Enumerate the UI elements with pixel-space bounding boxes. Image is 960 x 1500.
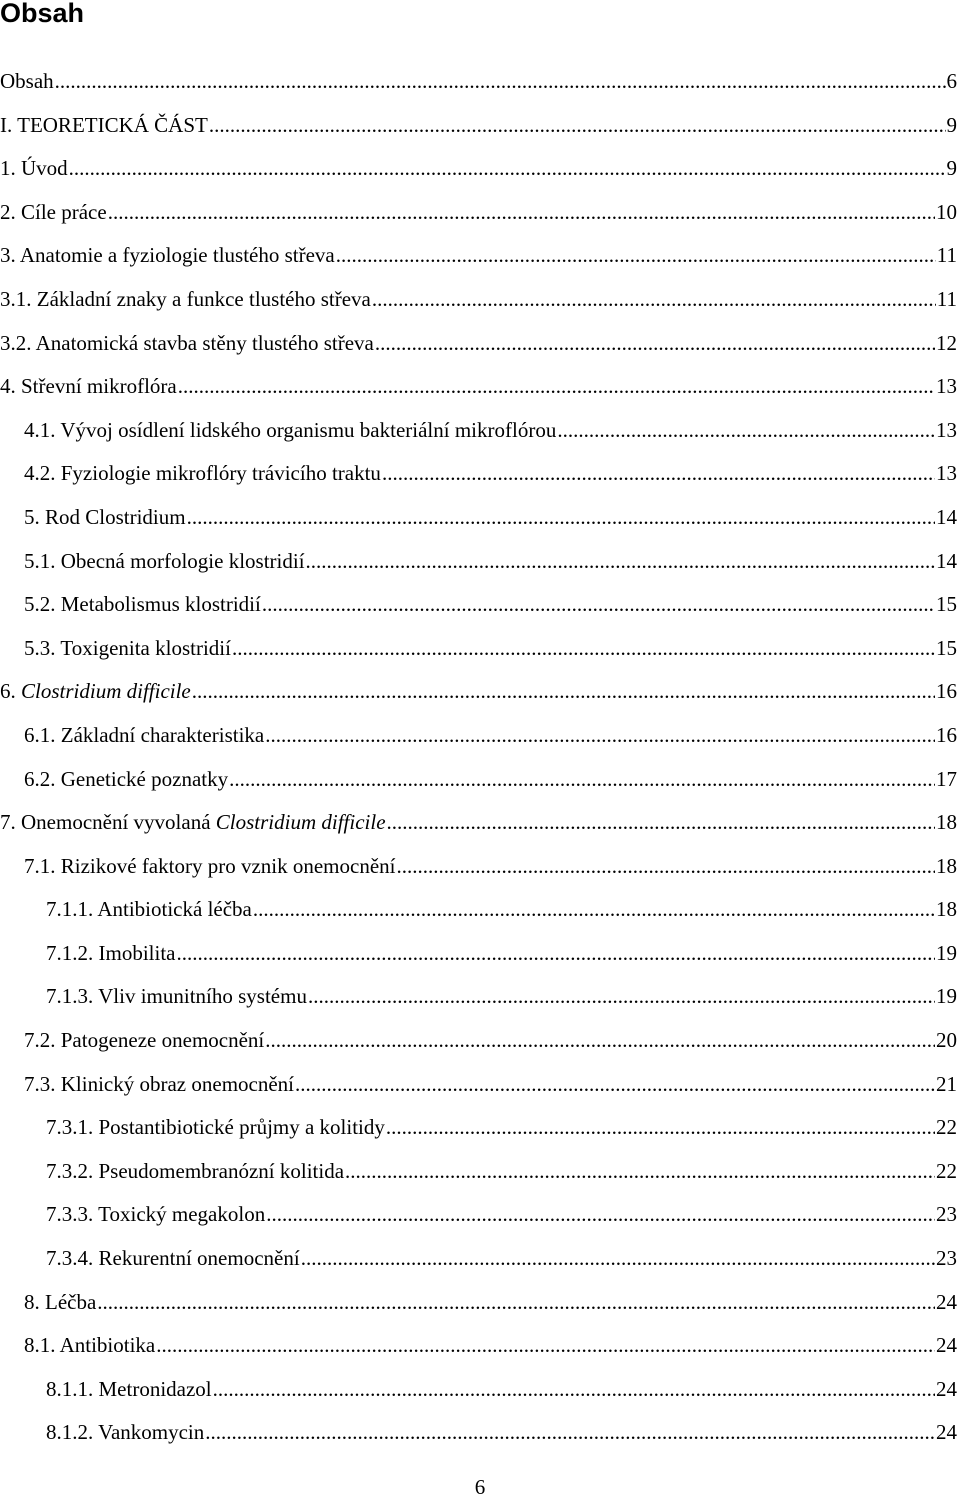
toc-entry-page: 16 bbox=[936, 722, 957, 747]
dot-leader bbox=[262, 582, 935, 626]
toc-entry-page: 16 bbox=[936, 679, 957, 704]
toc-entry[interactable] bbox=[0, 1105, 960, 1149]
dot-leader bbox=[336, 233, 936, 277]
toc-entry[interactable] bbox=[0, 59, 960, 103]
toc-entry-title: 8. Léčba bbox=[24, 1289, 97, 1314]
toc-entry-page: 12 bbox=[936, 330, 957, 355]
dot-leader bbox=[253, 887, 935, 931]
toc-entry-title: 7.3.1. Postantibiotické průjmy a kolitidy bbox=[46, 1115, 385, 1140]
toc-entry-page: 11 bbox=[936, 286, 957, 311]
page-title: Obsah bbox=[0, 0, 85, 28]
toc-entry-page: 15 bbox=[936, 635, 957, 660]
toc-entry-page: 13 bbox=[936, 461, 957, 486]
dot-leader bbox=[177, 931, 936, 975]
toc-entry-title: 3.1. Základní znaky a funkce tlustého střeva bbox=[0, 286, 371, 311]
toc-entry[interactable] bbox=[0, 233, 960, 277]
dot-leader bbox=[382, 451, 935, 495]
toc-entry-page: 15 bbox=[936, 592, 957, 617]
toc-entry-page: 10 bbox=[936, 199, 957, 224]
dot-leader bbox=[266, 1192, 935, 1236]
toc-entry-page: 13 bbox=[936, 374, 957, 399]
toc-entry-title: 7.3.2. Pseudomembranózní kolitida bbox=[46, 1158, 345, 1183]
toc-entry-title: 7.1.3. Vliv imunitního systému bbox=[46, 984, 307, 1009]
toc-entry-page: 23 bbox=[936, 1202, 957, 1227]
toc-entry-page: 24 bbox=[936, 1289, 957, 1314]
toc-entry[interactable] bbox=[0, 495, 960, 539]
toc-entry[interactable] bbox=[0, 451, 960, 495]
toc-entry-title-prefix: 6. bbox=[0, 679, 21, 704]
toc-entry[interactable] bbox=[0, 626, 960, 670]
toc-entry[interactable] bbox=[0, 713, 960, 757]
toc-entry[interactable] bbox=[0, 539, 960, 583]
toc-entry-title bbox=[0, 669, 191, 713]
toc-entry[interactable] bbox=[0, 1149, 960, 1193]
dot-leader bbox=[205, 1410, 935, 1454]
dot-leader bbox=[397, 844, 936, 888]
dot-leader bbox=[387, 800, 935, 844]
toc-entry[interactable] bbox=[0, 1280, 960, 1324]
toc-entry-page: 19 bbox=[936, 984, 957, 1009]
dot-leader bbox=[69, 146, 946, 190]
dot-leader bbox=[97, 1280, 935, 1324]
toc-entry-title: 3.2. Anatomická stavba stěny tlustého střeva bbox=[0, 330, 374, 355]
toc-entry[interactable] bbox=[0, 1410, 960, 1454]
toc-entry-page: 13 bbox=[936, 417, 957, 442]
toc-entry-title: 6.1. Základní charakteristika bbox=[24, 722, 265, 747]
toc-entry[interactable] bbox=[0, 800, 960, 844]
toc-entry-title: 7.3.3. Toxický megakolon bbox=[46, 1202, 266, 1227]
toc-entry-title: 7.3.4. Rekurentní onemocnění bbox=[46, 1246, 300, 1271]
dot-leader bbox=[108, 190, 935, 234]
toc-entry[interactable] bbox=[0, 669, 960, 713]
toc-entry-title: 5.1. Obecná morfologie klostridií bbox=[24, 548, 305, 573]
dot-leader bbox=[306, 539, 935, 583]
toc-entry-title-italic: Clostridium difficile bbox=[215, 810, 386, 835]
dot-leader bbox=[265, 713, 935, 757]
toc-entry[interactable] bbox=[0, 146, 960, 190]
toc-entry[interactable] bbox=[0, 844, 960, 888]
toc-entry[interactable] bbox=[0, 757, 960, 801]
toc-entry-title: 6.2. Genetické poznatky bbox=[24, 766, 229, 791]
toc-entry-page: 24 bbox=[936, 1376, 957, 1401]
toc-entry-title: 7.1.2. Imobilita bbox=[46, 940, 176, 965]
toc-entry[interactable] bbox=[0, 1323, 960, 1367]
toc-entry-page: 21 bbox=[936, 1071, 957, 1096]
dot-leader bbox=[557, 408, 935, 452]
toc-entry-page: 11 bbox=[936, 243, 957, 268]
toc-entry-title: 2. Cíle práce bbox=[0, 199, 107, 224]
toc-entry[interactable] bbox=[0, 321, 960, 365]
toc-entry-title-prefix: 7. Onemocnění vyvolaná bbox=[0, 810, 216, 835]
dot-leader bbox=[265, 1018, 935, 1062]
toc-entry-title-italic: Clostridium difficile bbox=[21, 679, 191, 704]
toc-entry-page: 20 bbox=[936, 1028, 957, 1053]
toc-entry[interactable] bbox=[0, 1062, 960, 1106]
toc-entry-title: 7.3. Klinický obraz onemocnění bbox=[24, 1071, 295, 1096]
dot-leader bbox=[386, 1105, 935, 1149]
toc-entry-title: 4.1. Vývoj osídlení lidského organismu bakteriální mikroflórou bbox=[24, 417, 557, 442]
toc-entry-title: 7.2. Patogeneze onemocnění bbox=[24, 1028, 265, 1053]
toc-entry[interactable] bbox=[0, 1236, 960, 1280]
toc-entry-page: 23 bbox=[936, 1246, 957, 1271]
toc-entry-title: 4. Střevní mikroflóra bbox=[0, 374, 177, 399]
toc-entry-title: 7.1. Rizikové faktory pro vznik onemocnění bbox=[24, 853, 396, 878]
dot-leader bbox=[232, 626, 935, 670]
dot-leader bbox=[192, 669, 935, 713]
toc-entry-title: 1. Úvod bbox=[0, 156, 68, 181]
toc-entry-title bbox=[0, 800, 386, 844]
dot-leader bbox=[55, 59, 946, 103]
toc-entry-page: 24 bbox=[936, 1333, 957, 1358]
toc-entry-page: 14 bbox=[936, 504, 957, 529]
dot-leader bbox=[156, 1323, 935, 1367]
toc-entry-title: 7.1.1. Antibiotická léčba bbox=[46, 897, 252, 922]
toc-entry[interactable] bbox=[0, 190, 960, 234]
toc-entry[interactable] bbox=[0, 277, 960, 321]
toc-entry[interactable] bbox=[0, 1367, 960, 1411]
page-number: 6 bbox=[474, 1475, 486, 1499]
toc-entry-page: 22 bbox=[936, 1158, 957, 1183]
dot-leader bbox=[187, 495, 935, 539]
toc-entry-title: Obsah bbox=[0, 69, 54, 93]
dot-leader bbox=[308, 974, 935, 1018]
toc-entry[interactable] bbox=[0, 103, 960, 147]
dot-leader bbox=[178, 364, 935, 408]
toc-entry[interactable] bbox=[0, 408, 960, 452]
toc-entry-page: 19 bbox=[936, 940, 957, 965]
dot-leader bbox=[209, 103, 946, 147]
toc-entry-title: 8.1.2. Vankomycin bbox=[46, 1420, 205, 1445]
toc-entry-page: 18 bbox=[936, 853, 957, 878]
dot-leader bbox=[301, 1236, 935, 1280]
toc-entry[interactable] bbox=[0, 1192, 960, 1236]
toc-entry-page: 9 bbox=[946, 112, 957, 137]
toc-entry[interactable] bbox=[0, 364, 960, 408]
toc-entry-page: 17 bbox=[936, 766, 957, 791]
dot-leader bbox=[229, 757, 935, 801]
toc-entry[interactable] bbox=[0, 582, 960, 626]
toc-entry-page: 22 bbox=[936, 1115, 957, 1140]
toc-entry-page: 9 bbox=[946, 156, 957, 181]
dot-leader bbox=[345, 1149, 935, 1193]
table-of-contents bbox=[0, 59, 960, 1454]
dot-leader bbox=[295, 1062, 935, 1106]
toc-entry-title: 4.2. Fyziologie mikroflóry trávicího traktu bbox=[24, 461, 381, 486]
toc-entry-page: 6 bbox=[946, 69, 957, 93]
toc-entry-title: 8.1. Antibiotika bbox=[24, 1333, 156, 1358]
toc-entry[interactable] bbox=[0, 887, 960, 931]
toc-entry[interactable] bbox=[0, 974, 960, 1018]
toc-entry-title: 3. Anatomie a fyziologie tlustého střeva bbox=[0, 243, 335, 268]
toc-entry-title: I. TEORETICKÁ ČÁST bbox=[0, 112, 208, 137]
toc-entry-title: 5. Rod Clostridium bbox=[24, 504, 186, 529]
toc-entry-page: 18 bbox=[936, 897, 957, 922]
dot-leader bbox=[375, 321, 935, 365]
dot-leader bbox=[213, 1367, 935, 1411]
dot-leader bbox=[372, 277, 936, 321]
toc-entry-title: 8.1.1. Metronidazol bbox=[46, 1376, 212, 1401]
toc-entry-title: 5.3. Toxigenita klostridií bbox=[24, 635, 231, 660]
toc-entry[interactable] bbox=[0, 931, 960, 975]
toc-entry-page: 14 bbox=[936, 548, 957, 573]
toc-entry-title: 5.2. Metabolismus klostridií bbox=[24, 592, 261, 617]
toc-entry-page: 24 bbox=[936, 1420, 957, 1445]
toc-entry-page: 18 bbox=[936, 810, 957, 835]
toc-entry[interactable] bbox=[0, 1018, 960, 1062]
